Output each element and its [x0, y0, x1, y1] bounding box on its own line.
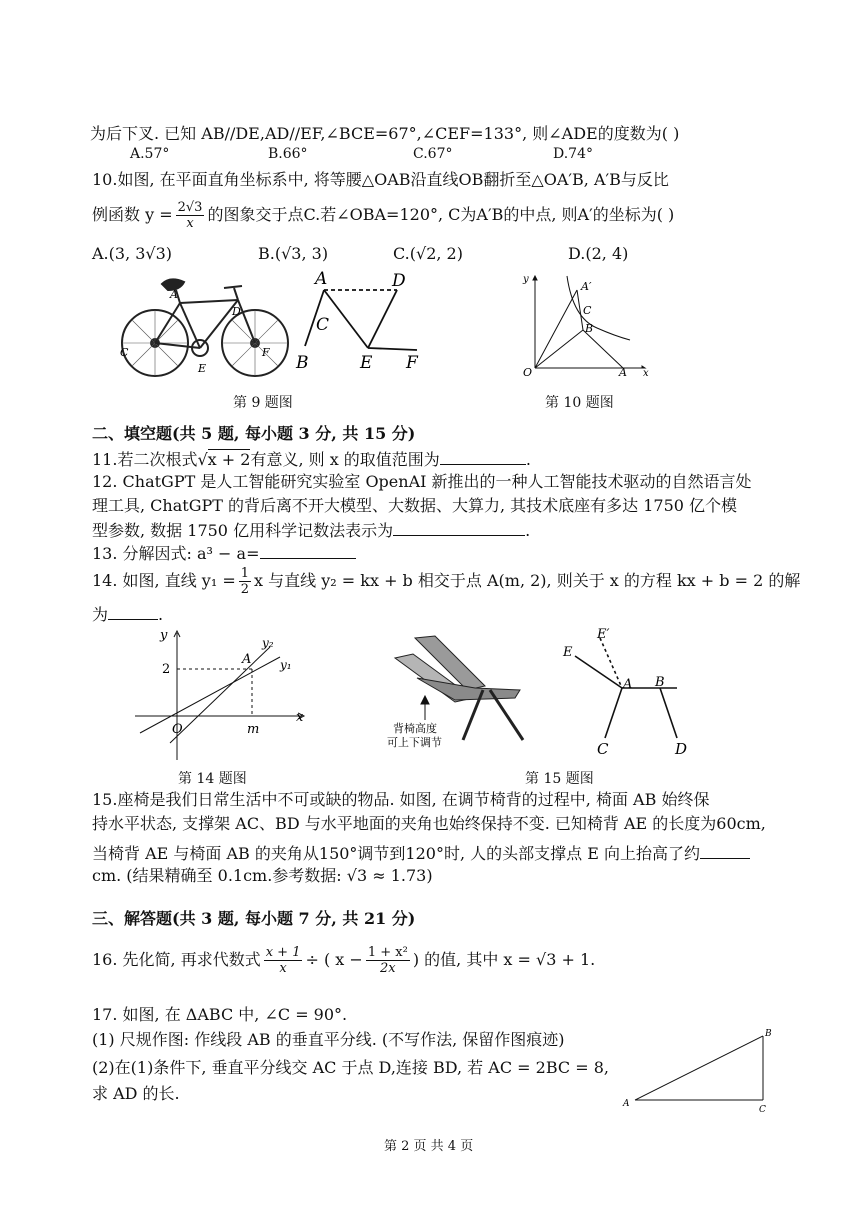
- q11-pre: 11.若二次根式: [92, 450, 198, 469]
- q14-pre: 14. 如图, 直线 y₁ =: [92, 571, 236, 590]
- chair-image: [395, 636, 520, 702]
- q12-line1: 12. ChatGPT 是人工智能研究实验室 OpenAI 新推出的一种人工智能技术驱动的自然语言处: [92, 472, 752, 491]
- q10-option-c: C.(√2, 2): [393, 244, 463, 263]
- fig9-segment-ae: [324, 290, 368, 348]
- fig15-segment-ac: [605, 688, 622, 738]
- fig10-hyperbola: [567, 276, 630, 340]
- q10-line2: [92, 197, 674, 233]
- fig10-figure: [515, 268, 655, 378]
- fig15-label-e: E: [563, 645, 573, 660]
- fig15-figure: [355, 628, 695, 758]
- q16-frac1-den: x: [279, 961, 287, 976]
- fig9-segment-de: [368, 290, 397, 348]
- q16-expression: [92, 940, 595, 980]
- fig15-label-a: A: [623, 677, 633, 692]
- q10-line2-post: 的图象交于点C.若∠OBA=120°, C为A′B的中点, 则A′的坐标为( ): [207, 205, 675, 224]
- q11-radicand: x + 2: [207, 450, 251, 469]
- q13-wrap: [92, 542, 356, 564]
- q15-line1: 15.座椅是我们日常生活中不可或缺的物品. 如图, 在调节椅背的过程中, 椅面 AB 始终保: [92, 790, 710, 809]
- fig14-label-a: A: [242, 652, 252, 667]
- fig14-label-y: y: [160, 628, 168, 643]
- q10-frac-den: x: [186, 216, 194, 231]
- fig10-label-a-prime: A′: [581, 280, 592, 293]
- bike-label-c: C: [120, 346, 129, 359]
- q12-answer-blank[interactable]: [393, 519, 525, 536]
- fig14-label-y2: y₂: [262, 636, 274, 650]
- fig17-label-c: C: [759, 1105, 766, 1115]
- q14-mid: x 与直线 y₂ = kx + b 相交于点 A(m, 2), 则关于 x 的方程 kx + b = 2 的解: [254, 571, 801, 590]
- bike-stem: [234, 288, 238, 300]
- fig10-label-b: B: [585, 322, 594, 335]
- q9-option-b: B.66°: [268, 146, 308, 162]
- q13-text: 13. 分解因式: a³ − a=: [92, 544, 260, 563]
- q15-line4: cm. (结果精确至 0.1cm.参考数据: √3 ≈ 1.73): [92, 866, 433, 885]
- fig9-label-b: B: [296, 353, 309, 373]
- q16-fraction-2: [366, 945, 410, 976]
- q15-answer-blank[interactable]: [700, 842, 750, 859]
- fig17-side-ab: [635, 1036, 763, 1100]
- fig14-label-2: 2: [162, 662, 171, 677]
- q14-fraction: [239, 566, 251, 597]
- q12-line2: 理工具, ChatGPT 的背后离不开大模型、大数据、大算力, 其技术底座有多达 1750 亿个模: [92, 496, 738, 515]
- q14-frac-den: 2: [240, 582, 250, 597]
- fig15-label-e-prime: E′: [597, 628, 610, 642]
- q11-post: 有意义, 则 x 的取值范围为: [250, 450, 440, 469]
- chair-up-arrow-head: [421, 696, 429, 704]
- q16-frac1-num: x + 1: [265, 945, 301, 960]
- fig10-label-a: A: [619, 366, 627, 378]
- fig15-caption: 第 15 题图: [525, 771, 594, 787]
- q16-mid: ÷ ( x −: [305, 950, 363, 969]
- fig17-triangle: [615, 1026, 785, 1116]
- q12-line3-wrap: 型参数, 数据 1750 亿用科学记数法表示为 .: [92, 521, 531, 540]
- q16-fraction-1: [264, 945, 303, 976]
- q15-line3: 当椅背 AE 与椅面 AB 的夹角从150°调节到120°时, 人的头部支撑点 E 向上抬高了约: [92, 844, 700, 863]
- fig15-label-d: D: [675, 740, 688, 758]
- q14-line2-wrap: 为 .: [92, 605, 164, 624]
- fig15-label-b: B: [655, 675, 665, 690]
- fig9-label-c: C: [316, 315, 330, 335]
- section2-title: 二、填空题(共 5 题, 每小题 3 分, 共 15 分): [92, 424, 416, 443]
- q10-fraction: [176, 200, 205, 231]
- fig9-label-e: E: [360, 353, 373, 373]
- fig14-label-x: x: [296, 710, 304, 725]
- q17-line2: (1) 尺规作图: 作线段 AB 的垂直平分线. (不写作法, 保留作图痕迹): [92, 1030, 565, 1049]
- q9-text: 为后下叉. 已知 AB//DE,AD//EF,∠BCE=67°,∠CEF=133°, 则∠ADE的度数为( ): [90, 124, 680, 143]
- fig9-label-a: A: [315, 269, 328, 289]
- fig14-figure: [130, 625, 315, 765]
- fig10-label-o: O: [523, 366, 533, 378]
- chair-note-line1: 背椅高度: [393, 722, 437, 735]
- q16-pre: 16. 先化简, 再求代数式: [92, 950, 261, 969]
- fig14-caption: 第 14 题图: [178, 771, 247, 787]
- fig14-label-o: O: [172, 722, 183, 737]
- fig14-label-y1: y₁: [280, 658, 292, 672]
- q15-line3-wrap: [92, 842, 750, 864]
- q9-option-d: D.74°: [553, 146, 593, 162]
- fig10-label-y: y: [523, 274, 529, 285]
- q15-line2: 持水平状态, 支撑架 AC、BD 与水平地面的夹角也始终保持不变. 已知椅背 AE 的长度为60cm,: [92, 814, 766, 833]
- bike-label-f: F: [262, 346, 270, 359]
- fig9-figure: [110, 268, 440, 378]
- bike-label-d: D: [232, 305, 241, 318]
- q13-answer-blank[interactable]: [260, 542, 356, 559]
- fig15-label-c: C: [597, 740, 609, 758]
- fig17-label-b: B: [765, 1029, 772, 1039]
- q16-post: ) 的值, 其中 x = √3 + 1.: [412, 950, 596, 969]
- section3-title: 三、解答题(共 3 题, 每小题 7 分, 共 21 分): [92, 909, 416, 928]
- fig9-label-f: F: [406, 353, 418, 373]
- bike-label-e: E: [198, 362, 207, 375]
- fig14-label-m: m: [247, 722, 260, 737]
- q17-line4: 求 AD 的长.: [92, 1084, 180, 1103]
- q16-frac2-den: 2x: [380, 961, 396, 976]
- q17-line3: (2)在(1)条件下, 垂直平分线交 AC 于点 D,连接 BD, 若 AC = 2BC = 8,: [92, 1058, 609, 1077]
- q11-answer-blank[interactable]: [440, 448, 526, 465]
- page-footer: 第 2 页 共 4 页: [384, 1139, 474, 1154]
- q10-option-a: A.(3, 3√3): [92, 244, 173, 263]
- fig17-label-a: A: [623, 1099, 630, 1109]
- q11-radical: √x + 2: [197, 450, 251, 469]
- fig10-segment-oa-prime: [535, 290, 577, 368]
- fig10-label-x: x: [643, 368, 649, 378]
- q10-frac-num: 2√3: [177, 200, 203, 215]
- bike-seatstay: [155, 303, 180, 343]
- fig10-caption: 第 10 题图: [545, 395, 614, 411]
- bike-label-a: A: [170, 288, 178, 301]
- chair-note-line2: 可上下调节: [387, 736, 442, 749]
- q16-frac2-num: 1 + x²: [367, 945, 408, 960]
- q14-frac-num: 1: [240, 566, 250, 581]
- q9-option-c: C.67°: [413, 146, 453, 162]
- q12-line3: 型参数, 数据 1750 亿用科学记数法表示为: [92, 521, 394, 540]
- q10-line2-pre: 例函数 y =: [92, 205, 173, 224]
- q10-option-b: B.(√3, 3): [258, 244, 329, 263]
- fig9-label-d: D: [392, 271, 406, 291]
- fig9-caption: 第 9 题图: [233, 395, 293, 411]
- bike-handlebar: [224, 286, 242, 288]
- fig15-segment-bd: [660, 688, 677, 738]
- q14-line1: [92, 563, 800, 599]
- fig9-segment-ef: [368, 348, 417, 350]
- q14-answer-blank[interactable]: [108, 603, 158, 620]
- q14-line2: 为: [92, 605, 109, 624]
- fig10-segment-ob: [535, 330, 583, 368]
- q11-text: 11.若二次根式√x + 2有意义, 则 x 的取值范围为 .: [92, 450, 531, 469]
- q10-line1: 10.如图, 在平面直角坐标系中, 将等腰△OAB沿直线OB翻折至△OA′B, A′B与反比: [92, 170, 669, 189]
- q10-option-d: D.(2, 4): [568, 244, 629, 263]
- q17-line1: 17. 如图, 在 ΔABC 中, ∠C = 90°.: [92, 1005, 348, 1024]
- bike-top-tube: [180, 300, 238, 303]
- q9-option-a: A.57°: [130, 146, 170, 162]
- fig10-label-c: C: [583, 304, 592, 317]
